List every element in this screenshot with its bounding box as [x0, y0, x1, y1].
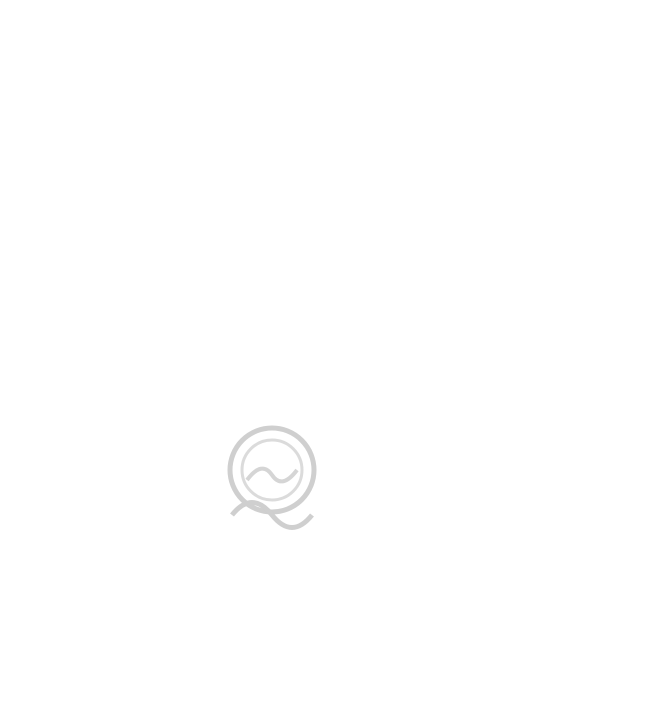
footer-watermark-row — [0, 700, 650, 715]
mdeq-watermark — [212, 420, 332, 590]
mdeq-seal-icon — [212, 420, 332, 550]
